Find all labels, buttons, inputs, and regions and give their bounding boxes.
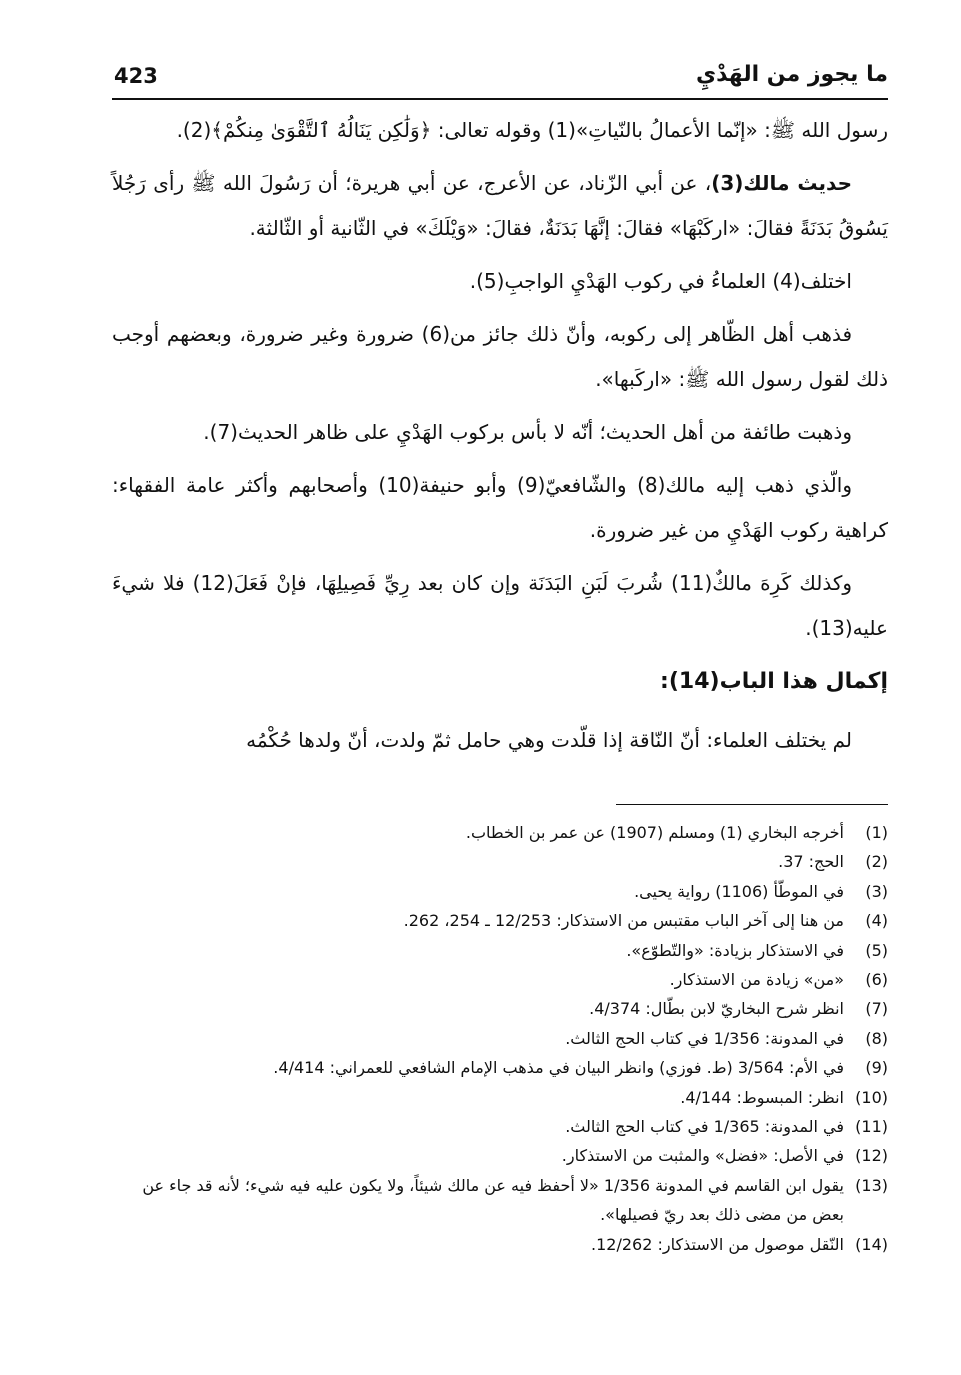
page-header <box>112 60 888 96</box>
footnote-number: (6) <box>865 970 888 990</box>
paragraph-7: وكذلك كَرِهَ مالكٌ(11) شُربَ لَبَنِ البَدَنَة وإن كان بعد رِيِّ فَصِيلِهَا، فإنْ فَعَلَ(12) فلا شيءَ عليه(13). <box>112 571 888 640</box>
footnote-text: «من» زيادة من الاستذكار. <box>669 970 844 990</box>
footnote-text: في الموطّأ (1106) رواية يحيى. <box>634 881 844 901</box>
footnote-text: النّقل موصول من الاستذكار: 12/262. <box>591 1234 844 1254</box>
footnote-text: في الأصل: «فضل» والمثبت من الاستذكار. <box>561 1146 844 1166</box>
paragraph-1: رسول الله ﷺ: «إنّما الأعمالُ بالنّياتِ»(1) وقوله تعالى: ﴿وَلَٰكِن يَنَالُهُ ٱلتَّقْوَىٰ مِنكُمْ﴾(2). <box>176 118 888 142</box>
footnote <box>112 877 888 906</box>
footnote <box>112 1112 888 1141</box>
footnote-text: في الأم: 3/564 (ط. فوزي) وانظر البيان في مذهب الإمام الشافعي للعمراني: 4/414. <box>273 1058 844 1078</box>
footnote-number: (14) <box>855 1234 888 1254</box>
footnote-number: (5) <box>865 940 888 960</box>
footnote <box>112 1053 888 1082</box>
footnote-text: انظر: المبسوط: 4/144. <box>680 1087 844 1107</box>
footnote-text: الحج: 37. <box>778 852 844 872</box>
footnote <box>112 1171 888 1230</box>
paragraph-2 <box>112 161 888 251</box>
footnote-text: في المدونة: 1/356 في كتاب الحج الثالث. <box>565 1028 844 1048</box>
paragraph-3: اختلف(4) العلماءُ في ركوب الهَدْيِ الواجبِ(5). <box>469 269 852 293</box>
footnote-number: (2) <box>865 852 888 872</box>
footnote-number: (13) <box>855 1175 888 1195</box>
footnote-text: انظر شرح البخاريّ لابن بطّال: 4/374. <box>589 999 844 1019</box>
footnote-number: (1) <box>865 823 888 842</box>
footnote <box>112 847 888 876</box>
footnote-number: (7) <box>865 999 888 1019</box>
footnote-number: (12) <box>855 1146 888 1166</box>
page-number: 423 <box>114 64 158 88</box>
hadith-lead: حديث مالك(3) <box>711 171 852 195</box>
footnote-number: (3) <box>865 881 888 901</box>
footnote <box>112 1024 888 1053</box>
footnote <box>112 1141 888 1170</box>
footnote-number: (8) <box>865 1028 888 1048</box>
footnote <box>112 1230 888 1259</box>
footnote-number: (11) <box>855 1117 888 1137</box>
footnote <box>112 936 888 965</box>
footnote-text: يقول ابن القاسم في المدونة 1/356 «لا أحفظ فيه عن مالك شيئاً، ولا يكون عليه فيه شيء؛ لأنه قد جاء عن بعض من مضى ذلك بعد ريّ فصيلها». <box>142 1175 844 1225</box>
footnotes <box>112 818 888 1259</box>
header-divider <box>112 98 888 100</box>
section-heading: إكمال هذا الباب(14): <box>660 669 888 694</box>
footnote <box>112 906 888 935</box>
footnote-text: في الاستذكار بزيادة: «والتّطوّع». <box>626 940 844 960</box>
paragraph-6: والّذي ذهب إليه مالك(8) والشّافعيّ(9) وأبو حنيفة(10) وأصحابهم وأكثر عامة الفقهاء: كراهية ركوب الهَدْيِ من غير ضرورة. <box>112 473 888 542</box>
paragraph-2-text: ، عن أبي الزّناد، عن الأعرج، عن أبي هريرة؛ أن رَسُولَ الله ﷺ رأى رَجُلاً يَسُوقُ بَدَنَةً فقالَ: «اركَبْهَا» فقالَ: إنَّهَا بَدَنَةٌ، فقالَ: «وَيْلَكَ» في الثّانية أو الثّالثة. <box>112 171 888 240</box>
footnote-number: (10) <box>855 1087 888 1107</box>
footnote <box>112 818 888 847</box>
running-title: ما يجوز من الهَدْيِ <box>695 62 888 87</box>
paragraph-4: فذهب أهل الظّاهر إلى ركوبه، وأنّ ذلك جائز من(6) ضرورة وغير ضرورة، وبعضهم أوجب ذلك لقول رسول الله ﷺ: «اركَبها». <box>112 322 888 391</box>
footnote <box>112 1083 888 1112</box>
footnote-number: (9) <box>865 1058 888 1078</box>
footnote-text: في المدونة: 1/365 في كتاب الحج الثالث. <box>565 1117 844 1137</box>
footnote-text: أخرجه البخاري (1) ومسلم (1907) عن عمر بن الخطاب. <box>465 823 844 842</box>
main-text <box>112 108 888 771</box>
footnote <box>112 994 888 1023</box>
footnote-text: من هنا إلى آخر الباب مقتبس من الاستذكار: 12/253 ـ 254، 262. <box>403 911 844 931</box>
paragraph-8: لم يختلف العلماء: أنّ النّاقة إذا قلّدت وهي حامل ثمّ ولدت، أنّ ولدها حُكْمُه <box>246 728 852 752</box>
footnote-number: (4) <box>865 911 888 931</box>
footnote <box>112 965 888 994</box>
paragraph-5: وذهبت طائفة من أهل الحديث؛ أنّه لا بأس بركوب الهَدْيِ على ظاهر الحديث(7). <box>203 420 852 444</box>
footnote-divider <box>616 804 888 805</box>
